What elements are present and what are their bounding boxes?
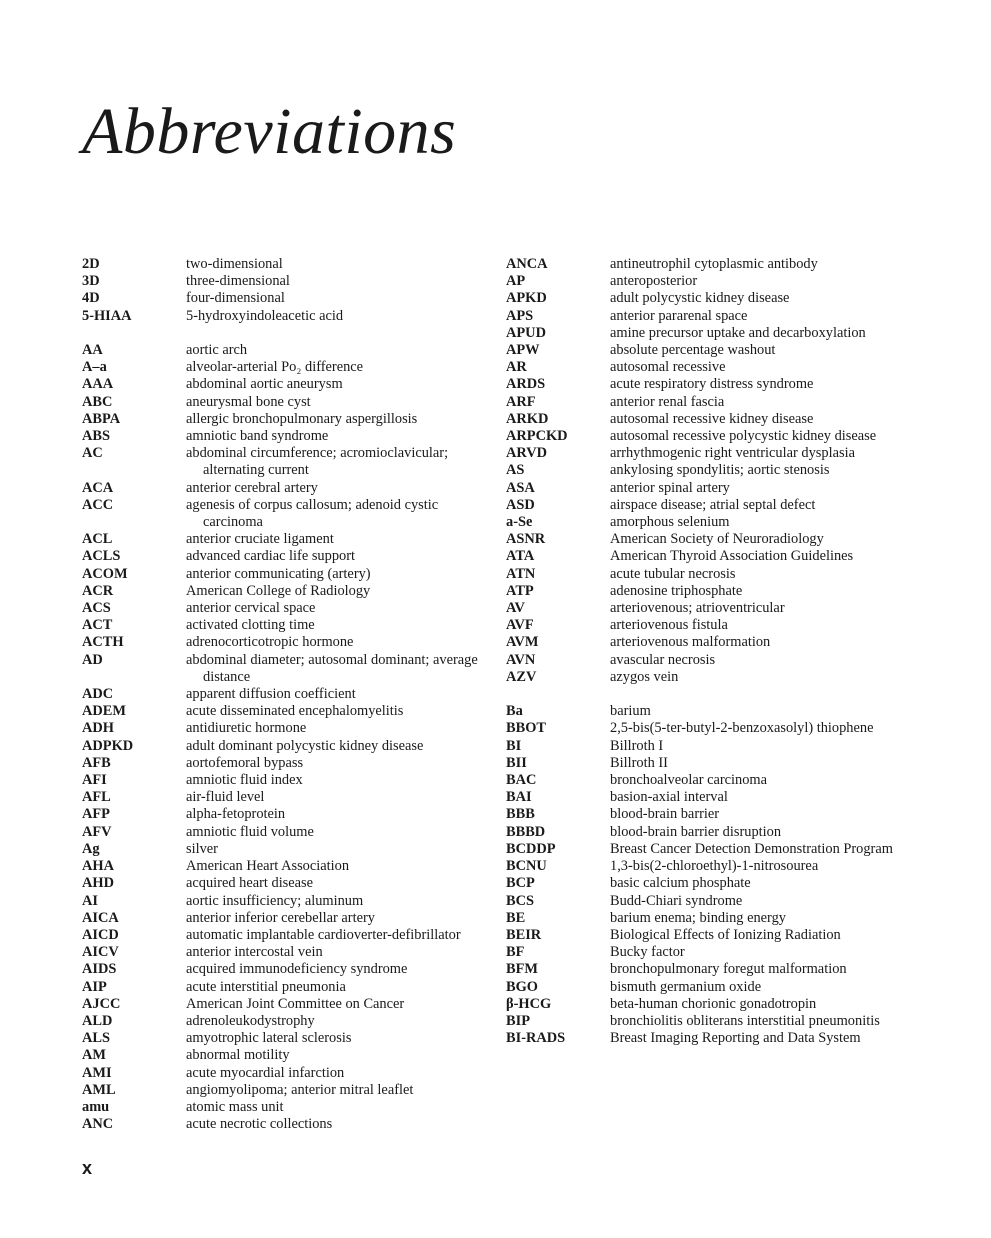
abbreviation-term: BFM bbox=[506, 961, 538, 978]
abbreviation-definition: adrenoleukodystrophy bbox=[186, 1012, 315, 1029]
abbreviation-entry bbox=[82, 394, 482, 411]
abbreviation-entry bbox=[506, 841, 906, 858]
abbreviation-term: AIDS bbox=[82, 961, 117, 978]
abbreviation-entry bbox=[506, 376, 906, 393]
abbreviation-term: ACS bbox=[82, 600, 111, 617]
abbreviation-entry bbox=[506, 789, 906, 806]
abbreviation-definition: arrhythmogenic right ventricular dysplasia bbox=[610, 445, 855, 462]
abbreviation-term: ARF bbox=[506, 393, 536, 410]
abbreviation-entry bbox=[82, 841, 482, 858]
abbreviation-definition: Biological Effects of Ionizing Radiation bbox=[610, 926, 841, 943]
abbreviation-entry bbox=[506, 893, 906, 910]
abbreviation-term: ALS bbox=[82, 1030, 110, 1047]
abbreviation-entry bbox=[82, 411, 482, 428]
abbreviation-entry bbox=[506, 411, 906, 428]
abbreviation-entry bbox=[82, 548, 482, 565]
abbreviation-term: ANCA bbox=[506, 256, 548, 272]
abbreviation-term: APS bbox=[506, 307, 534, 324]
abbreviation-entry bbox=[82, 1099, 482, 1116]
abbreviation-entry bbox=[82, 806, 482, 823]
abbreviation-definition: adenosine triphosphate bbox=[610, 582, 743, 599]
abbreviation-definition: Budd-Chiari syndrome bbox=[610, 892, 743, 909]
abbreviation-term: AIP bbox=[82, 978, 107, 995]
abbreviation-entry bbox=[82, 445, 482, 479]
abbreviation-term: A–a bbox=[82, 359, 107, 376]
abbreviation-definition: amine precursor uptake and decarboxylation bbox=[610, 324, 866, 341]
abbreviation-term: ADH bbox=[82, 720, 114, 737]
abbreviation-definition: anterior spinal artery bbox=[610, 479, 730, 496]
abbreviation-entry bbox=[506, 1013, 906, 1030]
abbreviation-term: AAA bbox=[82, 376, 114, 393]
abbreviation-term: BF bbox=[506, 944, 525, 961]
abbreviation-term: ARPCKD bbox=[506, 428, 568, 445]
abbreviation-entry bbox=[82, 342, 482, 359]
abbreviation-definition: arteriovenous malformation bbox=[610, 634, 771, 651]
abbreviation-definition: anterior communicating (artery) bbox=[186, 565, 371, 582]
abbreviation-term: ACA bbox=[82, 479, 114, 496]
abbreviation-term: ACT bbox=[82, 617, 113, 634]
abbreviation-term: BBB bbox=[506, 806, 535, 823]
abbreviation-entry bbox=[506, 858, 906, 875]
abbreviation-definition: bismuth germanium oxide bbox=[610, 978, 762, 995]
abbreviation-term: BCDDP bbox=[506, 840, 556, 857]
abbreviation-entry bbox=[506, 703, 906, 720]
abbreviation-definition: abnormal motility bbox=[186, 1047, 290, 1064]
abbreviation-definition: adrenocorticotropic hormone bbox=[186, 634, 354, 651]
abbreviation-definition: absolute percentage washout bbox=[610, 342, 776, 359]
abbreviation-term: β-HCG bbox=[506, 995, 552, 1012]
abbreviation-entry bbox=[506, 256, 906, 273]
abbreviation-definition: advanced cardiac life support bbox=[186, 548, 356, 565]
abbreviation-term: ANC bbox=[82, 1116, 114, 1133]
abbreviation-term: AFI bbox=[82, 772, 107, 789]
abbreviation-definition: American Thyroid Association Guidelines bbox=[610, 548, 854, 565]
abbreviation-term: APW bbox=[506, 342, 540, 359]
abbreviation-term: amu bbox=[82, 1098, 110, 1115]
abbreviation-term: ATP bbox=[506, 582, 534, 599]
abbreviation-term: AZV bbox=[506, 668, 537, 685]
abbreviation-entry bbox=[506, 394, 906, 411]
abbreviation-term: ARDS bbox=[506, 376, 546, 393]
abbreviation-entry bbox=[82, 910, 482, 927]
abbreviation-term: ACOM bbox=[82, 565, 128, 582]
abbreviation-term: BCNU bbox=[506, 858, 547, 875]
abbreviation-entry bbox=[82, 858, 482, 875]
abbreviation-entry bbox=[506, 875, 906, 892]
abbreviation-entry bbox=[506, 462, 906, 479]
abbreviation-definition: American Heart Association bbox=[186, 858, 350, 875]
abbreviation-entry bbox=[506, 514, 906, 531]
abbreviation-definition: barium enema; binding energy bbox=[610, 909, 786, 926]
abbreviation-term: BCP bbox=[506, 875, 535, 892]
abbreviation-term: ADEM bbox=[82, 703, 126, 720]
abbreviation-entry bbox=[506, 961, 906, 978]
abbreviation-list-left bbox=[82, 256, 482, 1133]
abbreviation-entry bbox=[82, 944, 482, 961]
abbreviation-term: BAI bbox=[506, 789, 532, 806]
abbreviation-term: BI-RADS bbox=[506, 1030, 566, 1047]
abbreviation-entry bbox=[82, 893, 482, 910]
abbreviation-entry bbox=[506, 738, 906, 755]
abbreviation-entry bbox=[82, 308, 482, 325]
abbreviation-entry bbox=[506, 979, 906, 996]
abbreviation-term: AFB bbox=[82, 754, 111, 771]
abbreviation-term: ATN bbox=[506, 565, 536, 582]
abbreviation-term: 2D bbox=[82, 256, 100, 272]
abbreviation-definition: adult dominant polycystic kidney disease bbox=[186, 737, 424, 754]
abbreviation-entry bbox=[82, 290, 482, 307]
abbreviation-term: AM bbox=[82, 1047, 106, 1064]
abbreviation-term: ACR bbox=[82, 582, 114, 599]
abbreviation-definition: beta-human chorionic gonadotropin bbox=[610, 995, 817, 1012]
abbreviation-entry bbox=[82, 703, 482, 720]
abbreviation-term: ATA bbox=[506, 548, 535, 565]
abbreviation-definition: aortofemoral bypass bbox=[186, 754, 304, 771]
abbreviation-entry bbox=[82, 1047, 482, 1064]
abbreviation-term: AVM bbox=[506, 634, 539, 651]
abbreviation-term: 5-HIAA bbox=[82, 307, 132, 324]
abbreviation-definition: bronchopulmonary foregut malformation bbox=[610, 961, 847, 978]
abbreviation-entry bbox=[82, 789, 482, 806]
abbreviation-definition: amniotic band syndrome bbox=[186, 428, 329, 445]
abbreviation-definition: abdominal aortic aneurysm bbox=[186, 376, 343, 393]
abbreviation-entry bbox=[82, 927, 482, 944]
abbreviation-entry bbox=[82, 634, 482, 651]
abbreviation-term: AFV bbox=[82, 823, 112, 840]
abbreviation-entry bbox=[506, 634, 906, 651]
abbreviation-definition: Breast Cancer Detection Demonstration Program bbox=[610, 840, 893, 857]
abbreviation-entry bbox=[82, 738, 482, 755]
abbreviation-entry bbox=[506, 755, 906, 772]
abbreviation-definition: apparent diffusion coefficient bbox=[186, 686, 356, 703]
abbreviation-entry bbox=[82, 755, 482, 772]
abbreviation-term: AR bbox=[506, 359, 527, 376]
abbreviation-definition: silver bbox=[186, 840, 218, 857]
abbreviation-definition: American Society of Neuroradiology bbox=[610, 531, 824, 548]
abbreviation-definition: allergic bronchopulmonary aspergillosis bbox=[186, 410, 418, 427]
abbreviation-entry bbox=[506, 806, 906, 823]
abbreviation-definition: bronchoalveolar carcinoma bbox=[610, 772, 768, 789]
abbreviation-term: ABPA bbox=[82, 410, 121, 427]
abbreviation-entry bbox=[82, 875, 482, 892]
abbreviation-definition: adult polycystic kidney disease bbox=[610, 290, 790, 307]
abbreviation-definition: 5-hydroxyindoleacetic acid bbox=[186, 307, 344, 324]
abbreviation-definition: ankylosing spondylitis; aortic stenosis bbox=[610, 462, 830, 479]
abbreviation-entry bbox=[82, 1013, 482, 1030]
abbreviation-entry bbox=[506, 1030, 906, 1047]
abbreviation-term: ALD bbox=[82, 1012, 113, 1029]
abbreviation-term: ASD bbox=[506, 496, 535, 513]
abbreviation-definition: avascular necrosis bbox=[610, 651, 716, 668]
abbreviation-definition: arteriovenous fistula bbox=[610, 617, 728, 634]
abbreviation-definition: Billroth I bbox=[610, 737, 664, 754]
abbreviation-entry bbox=[82, 1030, 482, 1047]
abbreviation-entry bbox=[506, 772, 906, 789]
abbreviation-definition: anteroposterior bbox=[610, 273, 698, 290]
abbreviation-term: ACLS bbox=[82, 548, 121, 565]
abbreviation-entry bbox=[506, 600, 906, 617]
abbreviation-entry bbox=[506, 325, 906, 342]
abbreviation-term: ASNR bbox=[506, 531, 546, 548]
abbreviation-definition: anterior cerebral artery bbox=[186, 479, 318, 496]
abbreviation-definition: abdominal circumference; acromioclavicular; alternating current bbox=[186, 445, 449, 479]
abbreviation-term: Ba bbox=[506, 703, 523, 720]
abbreviation-definition: autosomal recessive bbox=[610, 359, 726, 376]
abbreviation-definition: Bucky factor bbox=[610, 944, 685, 961]
abbreviation-term: ASA bbox=[506, 479, 535, 496]
abbreviation-term: ADC bbox=[82, 686, 114, 703]
abbreviation-term: BII bbox=[506, 754, 527, 771]
abbreviation-definition: basion-axial interval bbox=[610, 789, 728, 806]
abbreviation-term: BIP bbox=[506, 1012, 530, 1029]
abbreviation-definition: activated clotting time bbox=[186, 617, 315, 634]
abbreviation-term: ARKD bbox=[506, 410, 549, 427]
abbreviation-definition: American Joint Committee on Cancer bbox=[186, 995, 405, 1012]
abbreviation-definition: antineutrophil cytoplasmic antibody bbox=[610, 256, 818, 272]
abbreviation-definition: anterior cervical space bbox=[186, 600, 316, 617]
abbreviation-term: AC bbox=[82, 445, 103, 462]
abbreviation-definition: acute tubular necrosis bbox=[610, 565, 736, 582]
abbreviation-term: AI bbox=[82, 892, 98, 909]
abbreviation-definition: 1,3-bis(2-chloroethyl)-1-nitrosourea bbox=[610, 858, 819, 875]
abbreviation-entry bbox=[506, 273, 906, 290]
abbreviation-term: BI bbox=[506, 737, 522, 754]
abbreviation-entry bbox=[82, 652, 482, 686]
abbreviation-entry bbox=[506, 566, 906, 583]
abbreviation-definition: acquired heart disease bbox=[186, 875, 314, 892]
abbreviation-definition: acute interstitial pneumonia bbox=[186, 978, 346, 995]
abbreviation-entry bbox=[82, 686, 482, 703]
abbreviation-term: AVN bbox=[506, 651, 536, 668]
abbreviation-term: ADPKD bbox=[82, 737, 134, 754]
abbreviation-definition: amorphous selenium bbox=[610, 514, 730, 531]
abbreviation-term: AA bbox=[82, 342, 103, 358]
abbreviation-term: AJCC bbox=[82, 995, 121, 1012]
abbreviation-term: BCS bbox=[506, 892, 534, 909]
abbreviation-definition: amniotic fluid index bbox=[186, 772, 303, 789]
abbreviation-definition: anterior intercostal vein bbox=[186, 944, 323, 961]
abbreviation-term: BAC bbox=[506, 772, 537, 789]
abbreviation-term: AML bbox=[82, 1081, 116, 1098]
abbreviation-definition: acute myocardial infarction bbox=[186, 1064, 345, 1081]
abbreviation-term: ACTH bbox=[82, 634, 124, 651]
abbreviation-entry bbox=[82, 566, 482, 583]
abbreviation-term: APKD bbox=[506, 290, 547, 307]
abbreviation-term: ABC bbox=[82, 393, 113, 410]
abbreviation-term: AICA bbox=[82, 909, 119, 926]
abbreviation-term: BBOT bbox=[506, 720, 546, 737]
abbreviation-definition: alveolar-arterial Po₂ difference bbox=[186, 359, 364, 376]
abbreviation-term: ACL bbox=[82, 531, 113, 548]
abbreviation-definition: American College of Radiology bbox=[186, 582, 371, 599]
abbreviation-definition: agenesis of corpus callosum; adenoid cystic carcinoma bbox=[186, 496, 439, 531]
abbreviation-definition: anterior cruciate ligament bbox=[186, 531, 334, 548]
abbreviation-term: AD bbox=[82, 651, 103, 668]
abbreviation-entry bbox=[506, 669, 906, 686]
abbreviation-definition: anterior pararenal space bbox=[610, 307, 748, 324]
abbreviation-entry bbox=[506, 531, 906, 548]
abbreviation-term: BBBD bbox=[506, 823, 546, 840]
abbreviation-definition: acute disseminated encephalomyelitis bbox=[186, 703, 404, 720]
abbreviation-entry bbox=[506, 652, 906, 669]
abbreviation-entry bbox=[82, 256, 482, 273]
abbreviation-definition: aortic insufficiency; aluminum bbox=[186, 892, 364, 909]
abbreviation-entry bbox=[506, 428, 906, 445]
abbreviation-entry bbox=[506, 497, 906, 514]
abbreviation-entry bbox=[82, 1082, 482, 1099]
abbreviation-term: AMI bbox=[82, 1064, 112, 1081]
abbreviation-entry bbox=[82, 979, 482, 996]
abbreviation-term: 4D bbox=[82, 290, 100, 307]
abbreviation-definition: acute necrotic collections bbox=[186, 1116, 333, 1133]
abbreviation-definition: three-dimensional bbox=[186, 273, 290, 290]
abbreviation-entry bbox=[82, 996, 482, 1013]
abbreviation-definition: atomic mass unit bbox=[186, 1098, 284, 1115]
abbreviation-entry bbox=[82, 480, 482, 497]
abbreviation-entry bbox=[82, 961, 482, 978]
abbreviation-entry bbox=[506, 548, 906, 565]
abbreviation-definition: aneurysmal bone cyst bbox=[186, 393, 311, 410]
abbreviation-entry bbox=[82, 720, 482, 737]
abbreviation-term: AFP bbox=[82, 806, 110, 823]
abbreviation-definition: Breast Imaging Reporting and Data System bbox=[610, 1030, 861, 1047]
abbreviation-term: BEIR bbox=[506, 926, 542, 943]
abbreviation-entry bbox=[506, 342, 906, 359]
abbreviation-definition: antidiuretic hormone bbox=[186, 720, 307, 737]
abbreviation-term: ACC bbox=[82, 496, 114, 513]
abbreviation-entry bbox=[506, 359, 906, 376]
abbreviation-definition: acquired immunodeficiency syndrome bbox=[186, 961, 408, 978]
abbreviation-definition: air-fluid level bbox=[186, 789, 265, 806]
abbreviation-term: AHA bbox=[82, 858, 114, 875]
abbreviation-entry bbox=[82, 583, 482, 600]
abbreviation-definition: airspace disease; atrial septal defect bbox=[610, 496, 816, 513]
abbreviation-entry bbox=[506, 927, 906, 944]
abbreviation-definition: arteriovenous; atrioventricular bbox=[610, 600, 785, 617]
abbreviation-entry bbox=[506, 480, 906, 497]
abbreviation-definition: alpha-fetoprotein bbox=[186, 806, 286, 823]
abbreviation-definition: barium bbox=[610, 703, 651, 720]
abbreviation-entry bbox=[506, 824, 906, 841]
abbreviation-entry bbox=[82, 359, 482, 376]
abbreviation-definition: abdominal diameter; autosomal dominant; average distance bbox=[186, 651, 478, 685]
abbreviation-term: a-Se bbox=[506, 514, 533, 531]
abbreviation-entry bbox=[82, 772, 482, 789]
abbreviation-definition: blood-brain barrier disruption bbox=[610, 823, 782, 840]
abbreviation-definition: two-dimensional bbox=[186, 256, 283, 272]
abbreviation-definition: amyotrophic lateral sclerosis bbox=[186, 1030, 352, 1047]
page-title: Abbreviations bbox=[82, 95, 457, 168]
abbreviation-entry bbox=[82, 273, 482, 290]
abbreviation-entry bbox=[506, 944, 906, 961]
abbreviation-definition: automatic implantable cardioverter-defibrillator bbox=[186, 926, 461, 943]
abbreviation-term: AP bbox=[506, 273, 526, 290]
abbreviation-term: AICV bbox=[82, 944, 119, 961]
abbreviation-definition: autosomal recessive kidney disease bbox=[610, 410, 814, 427]
abbreviation-definition: blood-brain barrier bbox=[610, 806, 720, 823]
abbreviation-term: APUD bbox=[506, 324, 546, 341]
page-number: x bbox=[82, 1158, 93, 1178]
abbreviation-definition: four-dimensional bbox=[186, 290, 285, 307]
abbreviation-entry bbox=[506, 617, 906, 634]
abbreviation-definition: aortic arch bbox=[186, 342, 248, 358]
abbreviation-term: AFL bbox=[82, 789, 111, 806]
abbreviation-term: AS bbox=[506, 462, 525, 479]
abbreviation-term: ARVD bbox=[506, 445, 548, 462]
abbreviation-entry bbox=[82, 600, 482, 617]
abbreviation-definition: bronchiolitis obliterans interstitial pneumonitis bbox=[610, 1012, 880, 1029]
abbreviation-entry bbox=[82, 428, 482, 445]
abbreviation-entry bbox=[82, 617, 482, 634]
abbreviation-entry bbox=[506, 445, 906, 462]
abbreviation-entry bbox=[82, 376, 482, 393]
abbreviation-term: AICD bbox=[82, 926, 119, 943]
abbreviation-term: BGO bbox=[506, 978, 538, 995]
abbreviation-entry bbox=[82, 531, 482, 548]
abbreviation-entry bbox=[82, 1116, 482, 1133]
abbreviation-entry bbox=[506, 583, 906, 600]
abbreviation-term: AHD bbox=[82, 875, 114, 892]
abbreviation-entry bbox=[82, 497, 482, 531]
abbreviation-definition: anterior inferior cerebellar artery bbox=[186, 909, 375, 926]
abbreviation-entry bbox=[506, 910, 906, 927]
abbreviation-definition: 2,5-bis(5-ter-butyl-2-benzoxasolyl) thiophene bbox=[610, 720, 874, 737]
abbreviation-definition: amniotic fluid volume bbox=[186, 823, 314, 840]
abbreviation-term: AVF bbox=[506, 617, 534, 634]
abbreviation-entry bbox=[506, 308, 906, 325]
abbreviation-list-right bbox=[506, 256, 906, 1047]
abbreviation-term: BE bbox=[506, 909, 526, 926]
abbreviation-term: ABS bbox=[82, 428, 110, 445]
abbreviation-entry bbox=[82, 1065, 482, 1082]
abbreviation-term: 3D bbox=[82, 273, 100, 290]
abbreviation-entry bbox=[506, 996, 906, 1013]
abbreviation-definition: acute respiratory distress syndrome bbox=[610, 376, 814, 393]
abbreviation-definition: autosomal recessive polycystic kidney disease bbox=[610, 428, 877, 445]
abbreviation-entry bbox=[506, 290, 906, 307]
abbreviation-entry bbox=[82, 824, 482, 841]
abbreviation-definition: angiomyolipoma; anterior mitral leaflet bbox=[186, 1081, 414, 1098]
abbreviation-term: AV bbox=[506, 600, 525, 617]
abbreviation-definition: Billroth II bbox=[610, 754, 668, 771]
abbreviation-entry bbox=[506, 720, 906, 737]
abbreviation-term: Ag bbox=[82, 840, 100, 857]
abbreviation-definition: basic calcium phosphate bbox=[610, 875, 751, 892]
abbreviation-definition: azygos vein bbox=[610, 668, 679, 685]
abbreviation-definition: anterior renal fascia bbox=[610, 393, 725, 410]
